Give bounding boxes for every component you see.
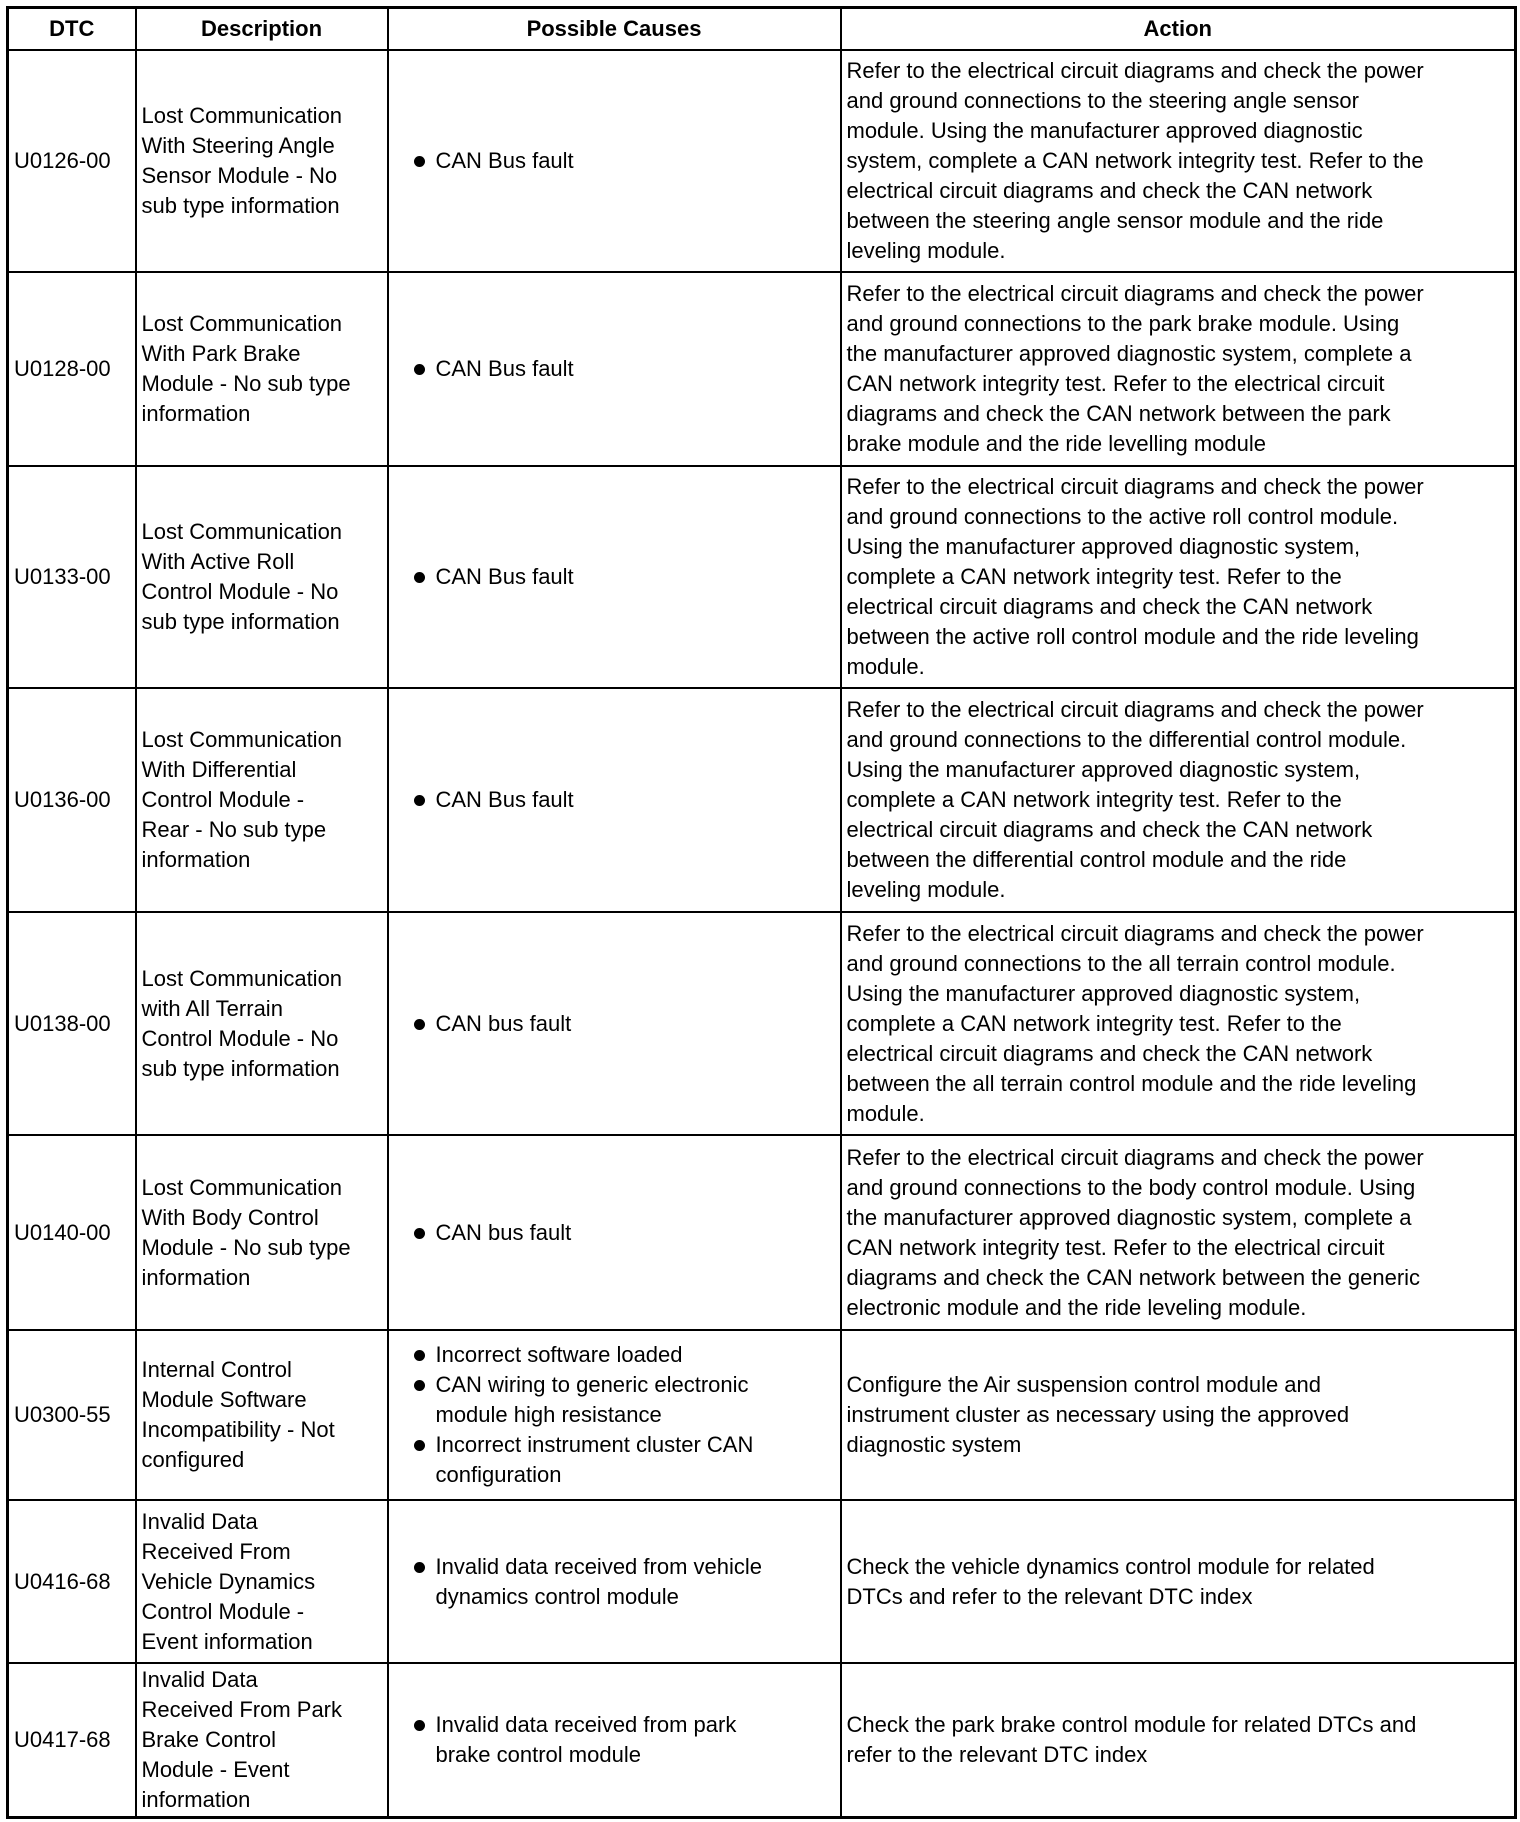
possible-causes [388, 1663, 841, 1817]
header-description: Description [136, 8, 388, 51]
possible-causes [388, 272, 841, 466]
dtc-code: U0136-00 [8, 688, 136, 912]
dtc-code: U0138-00 [8, 912, 136, 1135]
dtc-description: Lost Communication With Park Brake Module - No sub type information [136, 272, 388, 466]
action-text: Refer to the electrical circuit diagrams and check the power and ground connections to the body control module. Using the manufacturer approved diagnostic system, complete a CAN network integrity test. Refer to the electrical circuit diagrams and check the CAN network between the generic electronic module and the ride leveling module. [841, 1135, 1516, 1330]
causes-list [394, 354, 835, 384]
dtc-description: Lost Communication With Active Roll Control Module - No sub type information [136, 466, 388, 688]
possible-causes [388, 1135, 841, 1330]
causes-list [394, 785, 835, 815]
table-row [8, 1135, 1516, 1330]
dtc-code: U0300-55 [8, 1330, 136, 1500]
cause-item: CAN bus fault [414, 1009, 835, 1039]
possible-causes [388, 1330, 841, 1500]
possible-causes [388, 912, 841, 1135]
causes-list [394, 562, 835, 592]
dtc-code: U0417-68 [8, 1663, 136, 1817]
dtc-description: Lost Communication With Differential Control Module - Rear - No sub type information [136, 688, 388, 912]
header-row [8, 8, 1516, 51]
cause-item: Incorrect instrument cluster CAN configuration [414, 1430, 835, 1490]
dtc-description: Lost Communication With Steering Angle Sensor Module - No sub type information [136, 50, 388, 272]
header-action: Action [841, 8, 1516, 51]
action-text: Refer to the electrical circuit diagrams and check the power and ground connections to the steering angle sensor module. Using the manufacturer approved diagnostic system, complete a CAN network integrity test. Refer to the electrical circuit diagrams and check the CAN network between the steering angle sensor module and the ride leveling module. [841, 50, 1516, 272]
dtc-description: Internal Control Module Software Incompatibility - Not configured [136, 1330, 388, 1500]
action-text: Check the vehicle dynamics control module for related DTCs and refer to the relevant DTC index [841, 1500, 1516, 1663]
header-possible-causes: Possible Causes [388, 8, 841, 51]
cause-item: Incorrect software loaded [414, 1340, 835, 1370]
dtc-description: Lost Communication With Body Control Module - No sub type information [136, 1135, 388, 1330]
action-text: Refer to the electrical circuit diagrams and check the power and ground connections to the park brake module. Using the manufacturer approved diagnostic system, complete a CAN network integrity test. Refer to the electrical circuit diagrams and check the CAN network between the park brake module and the ride levelling module [841, 272, 1516, 466]
dtc-code: U0133-00 [8, 466, 136, 688]
table-row [8, 466, 1516, 688]
action-text: Refer to the electrical circuit diagrams and check the power and ground connections to the all terrain control module. Using the manufacturer approved diagnostic system, complete a CAN network integrity test. Refer to the electrical circuit diagrams and check the CAN network between the all terrain control module and the ride leveling module. [841, 912, 1516, 1135]
cause-item: CAN bus fault [414, 1218, 835, 1248]
causes-list [394, 1710, 835, 1770]
table-row [8, 1500, 1516, 1663]
table-row [8, 1330, 1516, 1500]
action-text: Configure the Air suspension control module and instrument cluster as necessary using the approved diagnostic system [841, 1330, 1516, 1500]
action-text: Refer to the electrical circuit diagrams and check the power and ground connections to the differential control module. Using the manufacturer approved diagnostic system, complete a CAN network integrity test. Refer to the electrical circuit diagrams and check the CAN network between the differential control module and the ride leveling module. [841, 688, 1516, 912]
cause-item: CAN Bus fault [414, 146, 835, 176]
cause-item: Invalid data received from park brake control module [414, 1710, 835, 1770]
dtc-description: Invalid Data Received From Park Brake Control Module - Event information [136, 1663, 388, 1817]
possible-causes [388, 688, 841, 912]
cause-item: Invalid data received from vehicle dynamics control module [414, 1552, 835, 1612]
dtc-code: U0416-68 [8, 1500, 136, 1663]
causes-list [394, 146, 835, 176]
table-row [8, 1663, 1516, 1817]
dtc-code: U0128-00 [8, 272, 136, 466]
dtc-description: Invalid Data Received From Vehicle Dynamics Control Module - Event information [136, 1500, 388, 1663]
possible-causes [388, 466, 841, 688]
cause-item: CAN Bus fault [414, 354, 835, 384]
header-dtc: DTC [8, 8, 136, 51]
cause-item: CAN Bus fault [414, 785, 835, 815]
dtc-description: Lost Communication with All Terrain Control Module - No sub type information [136, 912, 388, 1135]
table-row [8, 912, 1516, 1135]
action-text: Refer to the electrical circuit diagrams and check the power and ground connections to the active roll control module. Using the manufacturer approved diagnostic system, complete a CAN network integrity test. Refer to the electrical circuit diagrams and check the CAN network between the active roll control module and the ride leveling module. [841, 466, 1516, 688]
dtc-table [6, 6, 1517, 1819]
action-text: Check the park brake control module for related DTCs and refer to the relevant DTC index [841, 1663, 1516, 1817]
dtc-code: U0126-00 [8, 50, 136, 272]
dtc-code: U0140-00 [8, 1135, 136, 1330]
causes-list [394, 1552, 835, 1612]
table-row [8, 272, 1516, 466]
causes-list [394, 1218, 835, 1248]
cause-item: CAN wiring to generic electronic module high resistance [414, 1370, 835, 1430]
causes-list [394, 1340, 835, 1490]
table-row [8, 50, 1516, 272]
causes-list [394, 1009, 835, 1039]
possible-causes [388, 1500, 841, 1663]
cause-item: CAN Bus fault [414, 562, 835, 592]
table-row [8, 688, 1516, 912]
possible-causes [388, 50, 841, 272]
